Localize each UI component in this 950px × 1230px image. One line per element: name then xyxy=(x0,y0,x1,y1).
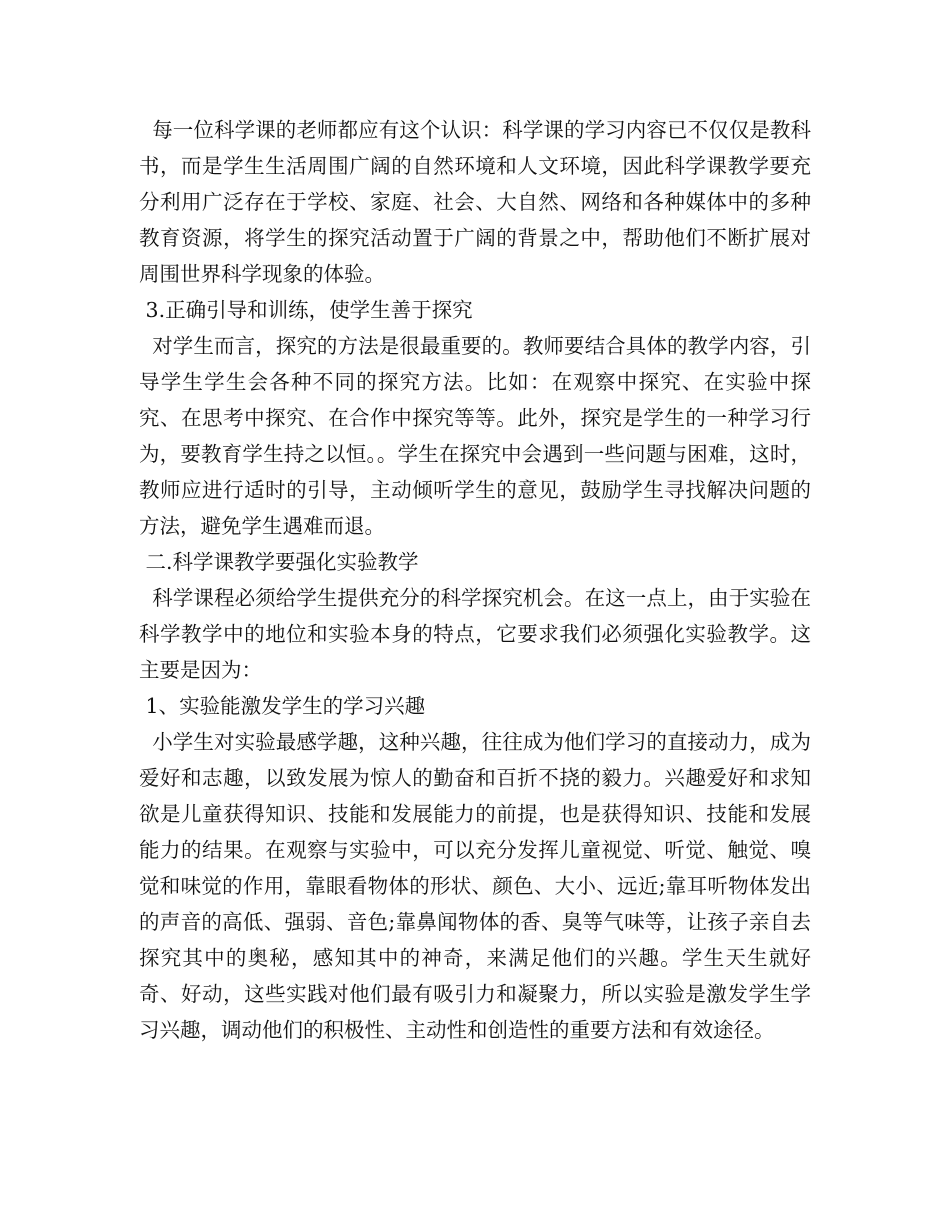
heading-experiment-teaching: 二.科学课教学要强化实验教学 xyxy=(139,550,419,574)
paragraph-resources: 每一位科学课的老师都应有这个认识：科学课的学习内容已不仅仅是教科书，而是学生生活周围广阔的自然环境和人文环境，因此科学课教学要充分利用广泛存在于学校、家庭、社会、大自然、网络和各种媒体中的多种教育资源，将学生的探究活动置于广阔的背景之中，帮助他们不断扩展对周围世界科学现象的体验。 xyxy=(139,118,811,286)
paragraph-experiment-teaching: 科学课程必须给学生提供充分的科学探究机会。在这一点上，由于实验在科学教学中的地位和实验本身的特点，它要求我们必须强化实验教学。这主要是因为： xyxy=(139,586,811,682)
heading-interest: 1、实验能激发学生的学习兴趣 xyxy=(139,694,426,718)
paragraph-interest: 小学生对实验最感学趣，这种兴趣，往往成为他们学习的直接动力，成为爱好和志趣，以致发展为惊人的勤奋和百折不挠的毅力。兴趣爱好和求知欲是儿童获得知识、技能和发展能力的前提，也是获得知识、技能和发展能力的结果。在观察与实验中，可以充分发挥儿童视觉、听觉、触觉、嗅觉和味觉的作用，靠眼看物体的形状、颜色、大小、远近;靠耳听物体发出的声音的高低、强弱、音色;靠鼻闻物体的香、臭等气味等，让孩子亲自去探究其中的奥秘，感知其中的神奇，来满足他们的兴趣。学生天生就好奇、好动，这些实践对他们最有吸引力和凝聚力，所以实验是激发学生学习兴趣，调动他们的积极性、主动性和创造性的重要方法和有效途径。 xyxy=(139,730,811,1042)
document-body xyxy=(139,112,811,1048)
paragraph-guidance: 对学生而言，探究的方法是很最重要的。教师要结合具体的教学内容，引导学生学生会各种不同的探究方法。比如：在观察中探究、在实验中探究、在思考中探究、在合作中探究等等。此外，探究是学生的一种学习行为，要教育学生持之以恒。。学生在探究中会遇到一些问题与困难，这时，教师应进行适时的引导，主动倾听学生的意见，鼓励学生寻找解决问题的方法，避免学生遇难而退。 xyxy=(139,334,811,538)
heading-guidance: 3.正确引导和训练，使学生善于探究 xyxy=(139,298,473,322)
